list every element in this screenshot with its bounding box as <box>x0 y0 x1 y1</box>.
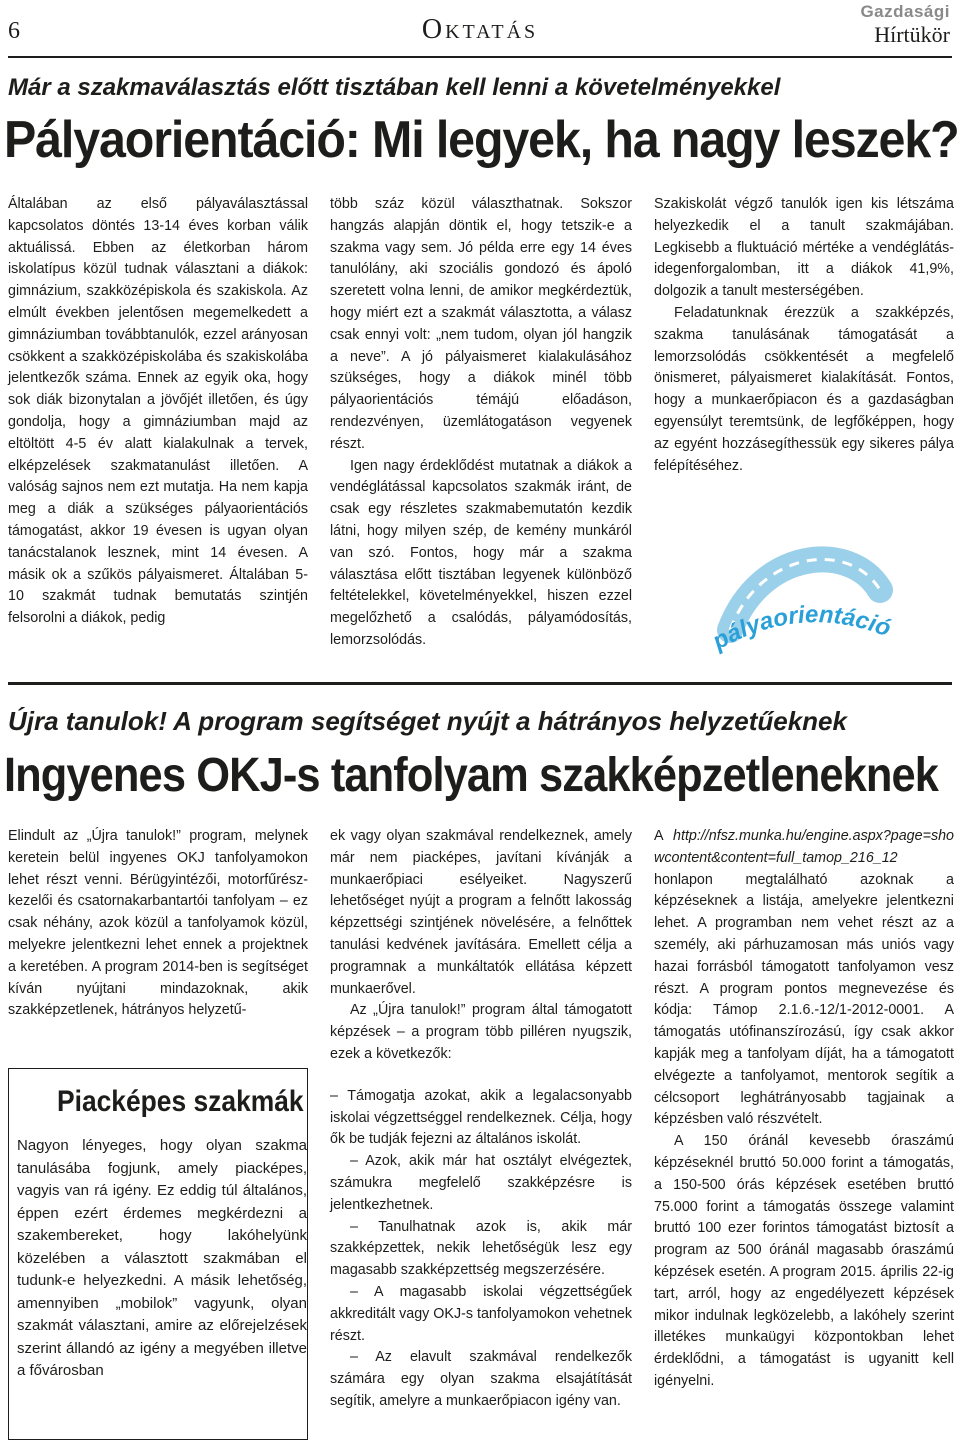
article2-column-3 <box>654 826 954 1393</box>
article1-column-1 <box>8 194 308 630</box>
article2-headline: Ingyenes OKJ-s tanfolyam szakképzetleneknek <box>4 749 939 802</box>
program-url-link[interactable]: http://nfsz.munka.hu/engine.aspx?page=showcontent&content=full_tamop_216_12 <box>654 828 954 866</box>
section-title: Oktatás <box>421 14 539 45</box>
paragraph: Elindult az „Újra tanulok!” program, melynek keretein belül ingyenes OKJ tanfolyamokon lehet részt venni. Bérügyintézői, motorfűrész-kezelői és csatornakarbantartói tanfolyam – ez csak néhány, azok közül a tanfolyamok közül, melyekre jelentkezni lehet ennek a projektnek a keretében. A program 2014-ben is segítséget kíván nyújtani mindazoknak, akik szakképzetlenek, hátrányos helyzetű- <box>8 828 308 1019</box>
list-item: – Az elavult szakmával rendelkezők számára egy olyan szakma elsajátítását segítik, amelyre a munkaerőpiacon igény van. <box>330 1349 632 1409</box>
article2-kicker: Újra tanulok! A program segítséget nyújt a hátrányos helyzetűeknek <box>8 706 847 736</box>
paragraph: ek vagy olyan szakmával rendelkeznek, amely már nem piacképes, javítani kívánják a munkaerőpiaci esélyeiket. Nagyszerű lehetőséget nyújt a program a felnőtt lakosság képzettségi szintjének növelésére, a felnőttek tanulási kedvének javítására. Emellett célja a programnak a munkáltatók ellátása képzett munkaerővel. <box>330 828 632 997</box>
list-item: – Tanulhatnak azok is, akik már szakképzettek, nekik lehetőségük lesz egy magasabb szakképzettség megszerzésére. <box>330 1218 632 1279</box>
sidebar-box-text: Nagyon lényeges, hogy olyan szakma tanulásába fogjunk, amely piacképes, vagyis van rá igény. Ez eddig túl általános, éppen ezért érdemes megkérdezni a szakembereket, hogy lakóhelyünk közelében a választott szakmában el tudunk-e helyezkedni. A másik lehetőség, amennyiben „mobilok” vagyunk, olyan szakmát választani, amire az előrejelzések szerint állandó az igény a megyében illetve a fővárosban <box>17 1137 307 1379</box>
article1-kicker: Már a szakmaválasztás előtt tisztában kell lenni a követelményekkel <box>8 74 781 101</box>
paragraph: A 150 óránál kevesebb óraszámú képzéseknél bruttó 50.000 forint a támogatás, a 150-500 órás képzések esetében bruttó 75.000 forint a támogatás összege valamint bruttó 100 ezer forintos támogatást biztosít a program az 500 óránál magasabb óraszámú képzések esetén. A program 2015. április 22-ig tart, arról, hogy az engedélyezett képzések mikor indulnak legközelebb, a lakóhely szerint illetékes munkaügyi központokban lehet érdeklődni, a támogatást is ugyanitt kell igényelni. <box>654 1133 954 1389</box>
sidebar-box-title: Piacképes szakmák <box>57 1085 304 1118</box>
paragraph-text: honlapon megtalálható azoknak a képzéseknek a listája, amelyekre jelentkezni lehet. A programban nem vehet részt az a személy, aki párhuzamosan más uniós vagy hazai forrásból támogatott tanfolyamon vesz részt. A program pontos megnevezése és kódja: Támop 2.1.6.-12/1-2012-0001. A támogatás utófinanszírozású, így csak akkor kapják meg a tanfolyam díját, ha a támogatott elvégezte a tanfolyamot, mentorok segítik a célcsoport leghátrányosabb tagjainak a képzésben való részvételt. <box>654 871 954 1128</box>
palyaorientacio-logo <box>700 530 910 680</box>
paragraph: Az „Újra tanulok!” program által támogatott képzések – a program több pilléren nyugszik, ezek a következők: <box>330 1002 632 1062</box>
paragraph: Általában az első pályaválasztással kapcsolatos döntés 13-14 éves korban válik aktuálissá. Ebben az életkorban három iskolatípus közül tudnak választani a diákok: gimnázium, szakközépiskola és szakiskola. Az elmúlt években jelentősen megemelkedett a gimnáziumban továbbtanulók, ezzel arányosan csökkent a szakközépiskolába és szakiskolába jelentkezők száma. Ennek az egyik oka, hogy sok diák bizonytalan a jövőjét illetően, és úgy gondolja, hogy a gimnáziumban majd az eltöltött 4-5 év alatt kialakulnak a tervek, elképzelések szakmatanulást illetően. A valóság sajnos nem ezt mutatja. Ha nem kapja meg a diák a szükséges pályaorientációs támogatást, akkor 19 évesen is ugyan olyan tanácstalanok lesznek, mint 14 évesen. A másik ok a szűkös pályaismeret. Általában 5-10 szakmát tudnak bemutatás szintjén felsorolni a diákok, pedig <box>8 196 308 627</box>
paragraph-prefix: A <box>654 828 663 844</box>
paragraph: Szakiskolát végző tanulók igen kis létszáma helyezkedik el a tanult szakmájában. Legkisebb a fluktuáció mértéke a vendéglátás-idegenforgalomban, itt a diákok 41,9%, dolgozik a tanult mesterségében. <box>654 196 954 300</box>
brand-name-top: Gazdasági <box>860 2 950 21</box>
spacer <box>330 1066 632 1086</box>
paragraph <box>654 826 954 1131</box>
article2-column-2 <box>330 826 632 1413</box>
article2-column-1 <box>8 826 308 1022</box>
brand-name-bottom: Hírtükör <box>874 22 950 47</box>
article1-column-2 <box>330 194 632 652</box>
logo-text-path: pályaorientáció <box>708 601 895 656</box>
page-number: 6 <box>8 18 20 44</box>
paragraph: több száz közül választhatnak. Sokszor hangzás alapján döntik el, hogy tetszik-e a szakma vagy sem. Jó példa erre egy 14 éves tanulólány, aki szociális gondozó és ápoló szeretett volna lenni, de amikor megkérdeztük, hogy miért ezt a szakmát választotta, a válasz csak ennyi volt: „nem tudom, olyan jól hangzik a neve”. A jó pályaismeret kialakulásához szükséges, hogy a diákok minél több pályaorientációs témájú előadáson, rendezvényen, üzemlátogatáson vegyenek részt. <box>330 196 632 452</box>
header-rule <box>8 56 952 58</box>
sidebar-box-piackepes <box>8 1068 308 1440</box>
article-divider <box>8 682 952 685</box>
article1-headline: Pályaorientáció: Mi legyek, ha nagy leszek? <box>4 111 959 169</box>
list-item: – Azok, akik már hat osztályt elvégeztek, számukra megfelelő szakképzésre is jelentkezhetnek. <box>330 1153 632 1213</box>
paragraph: Feladatunknak érezzük a szakképzés, szakma tanulásának támogatását a lemorzsolódás csökkentését a megfelelő önismeret, pályaismeret kialakítását. Fontos, hogy a munkaerőpiacon és a gazdaságban egyensúlyt teremtsünk, de legfőképpen, hogy az egyént hozzásegíthessük egy sikeres pálya felépítéséhez. <box>654 304 954 474</box>
list-item: – Támogatja azokat, akik a legalacsonyabb iskolai végzettséggel rendelkeznek. Célja, hogy ők be tudják fejezni az általános iskolát. <box>330 1087 632 1148</box>
sidebar-box-inner <box>17 1069 307 1439</box>
article1-column-3 <box>654 194 954 477</box>
list-item: – A magasabb iskolai végzettségűek akkreditált vagy OKJ-s tanfolyamokon vehetnek részt. <box>330 1283 632 1344</box>
paragraph: Igen nagy érdeklődést mutatnak a diákok a vendéglátással kapcsolatos szakmák iránt, de csak egy részletes szakmabemutatón kezdik látni, hogy milyen szép, de kemény munkáról van szó. Fontos, hogy már a szakma választása előtt tisztában legyenek különböző feltételekkel, követelményekkel, hiszen ezzel megelőzhető a csalódás, pályamódosítás, lemorzsolódás. <box>330 457 632 648</box>
